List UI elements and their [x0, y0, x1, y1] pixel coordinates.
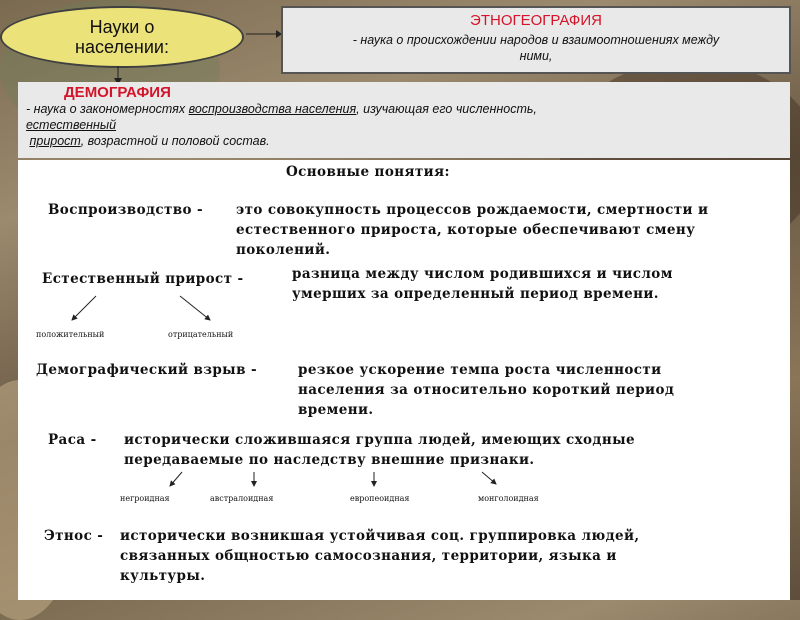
concepts-panel — [18, 160, 790, 600]
def-reproduction-2: естественного прироста, которые обеспечивают смену — [236, 222, 696, 238]
arrow-to-ethnogeography — [244, 28, 284, 40]
def-demographic-boom-2: населения за относительно короткий период — [298, 382, 675, 398]
def-demographic-boom-1: резкое ускорение темпа роста численности — [298, 362, 662, 378]
demography-line-3 — [26, 133, 790, 149]
arrow-negroid — [170, 472, 182, 486]
arrow-mongoloid — [482, 472, 496, 484]
demography-link-growth: прирост — [29, 134, 81, 148]
def-ethnos-2: связанных общностью самосознания, территории, языка и — [120, 548, 617, 564]
demography-text: , изучающая его численность, — [356, 102, 537, 116]
def-race-2: передаваемые по наследству внешние признаки. — [124, 452, 535, 468]
sciences-oval — [0, 6, 244, 68]
term-race: Раса - — [48, 432, 97, 448]
def-reproduction-3: поколений. — [236, 242, 331, 258]
term-ethnos: Этнос - — [44, 528, 104, 544]
arrow-positive — [72, 296, 96, 320]
term-natural-growth: Естественный прирост - — [42, 271, 244, 287]
def-race-1: исторически сложившаяся группа людей, имеющих сходные — [124, 432, 636, 448]
oval-line-1: Науки о — [89, 17, 155, 37]
def-reproduction-1: это совокупность процессов рождаемости, смертности и — [236, 202, 709, 218]
ethnogeography-title: ЭТНОГЕОГРАФИЯ — [470, 12, 602, 29]
demography-link-reproduction: воспроизводства населения — [188, 102, 357, 116]
demography-line-1 — [26, 101, 790, 117]
sub-negative: отрицательный — [168, 330, 234, 339]
ethnogeography-desc-2: ними, — [519, 49, 553, 63]
demography-link-natural: естественный — [26, 118, 117, 132]
ethnogeography-box — [281, 6, 791, 74]
def-natural-growth-1: разница между числом родившихся и числом — [292, 266, 673, 282]
arrow-negative — [180, 296, 210, 320]
demography-box — [18, 82, 790, 158]
oval-line-2: населении: — [75, 37, 169, 57]
race-negroid: негроидная — [120, 494, 170, 503]
sub-positive: положительный — [36, 330, 105, 339]
ethnogeography-desc-1: - наука о происхождении народов и взаимоотношениях между — [352, 33, 720, 47]
race-europeoid: европеоидная — [350, 494, 410, 503]
term-demographic-boom: Демографический взрыв - — [36, 362, 257, 378]
def-natural-growth-2: умерших за определенный период времени. — [292, 286, 659, 302]
demography-line-2 — [26, 117, 790, 133]
def-ethnos-3: культуры. — [120, 568, 206, 584]
race-australoid: австралоидная — [210, 494, 274, 503]
term-reproduction: Воспроизводство - — [48, 202, 204, 218]
demography-title: ДЕМОГРАФИЯ — [64, 84, 171, 101]
def-demographic-boom-3: времени. — [298, 402, 374, 418]
demography-text: , возрастной и половой состав. — [80, 134, 270, 148]
race-mongoloid: монголоидная — [478, 494, 539, 503]
def-ethnos-1: исторически возникшая устойчивая соц. группировка людей, — [120, 528, 640, 544]
concepts-heading: Основные понятия: — [286, 164, 450, 180]
demography-text: - наука о закономерностях — [26, 102, 189, 116]
